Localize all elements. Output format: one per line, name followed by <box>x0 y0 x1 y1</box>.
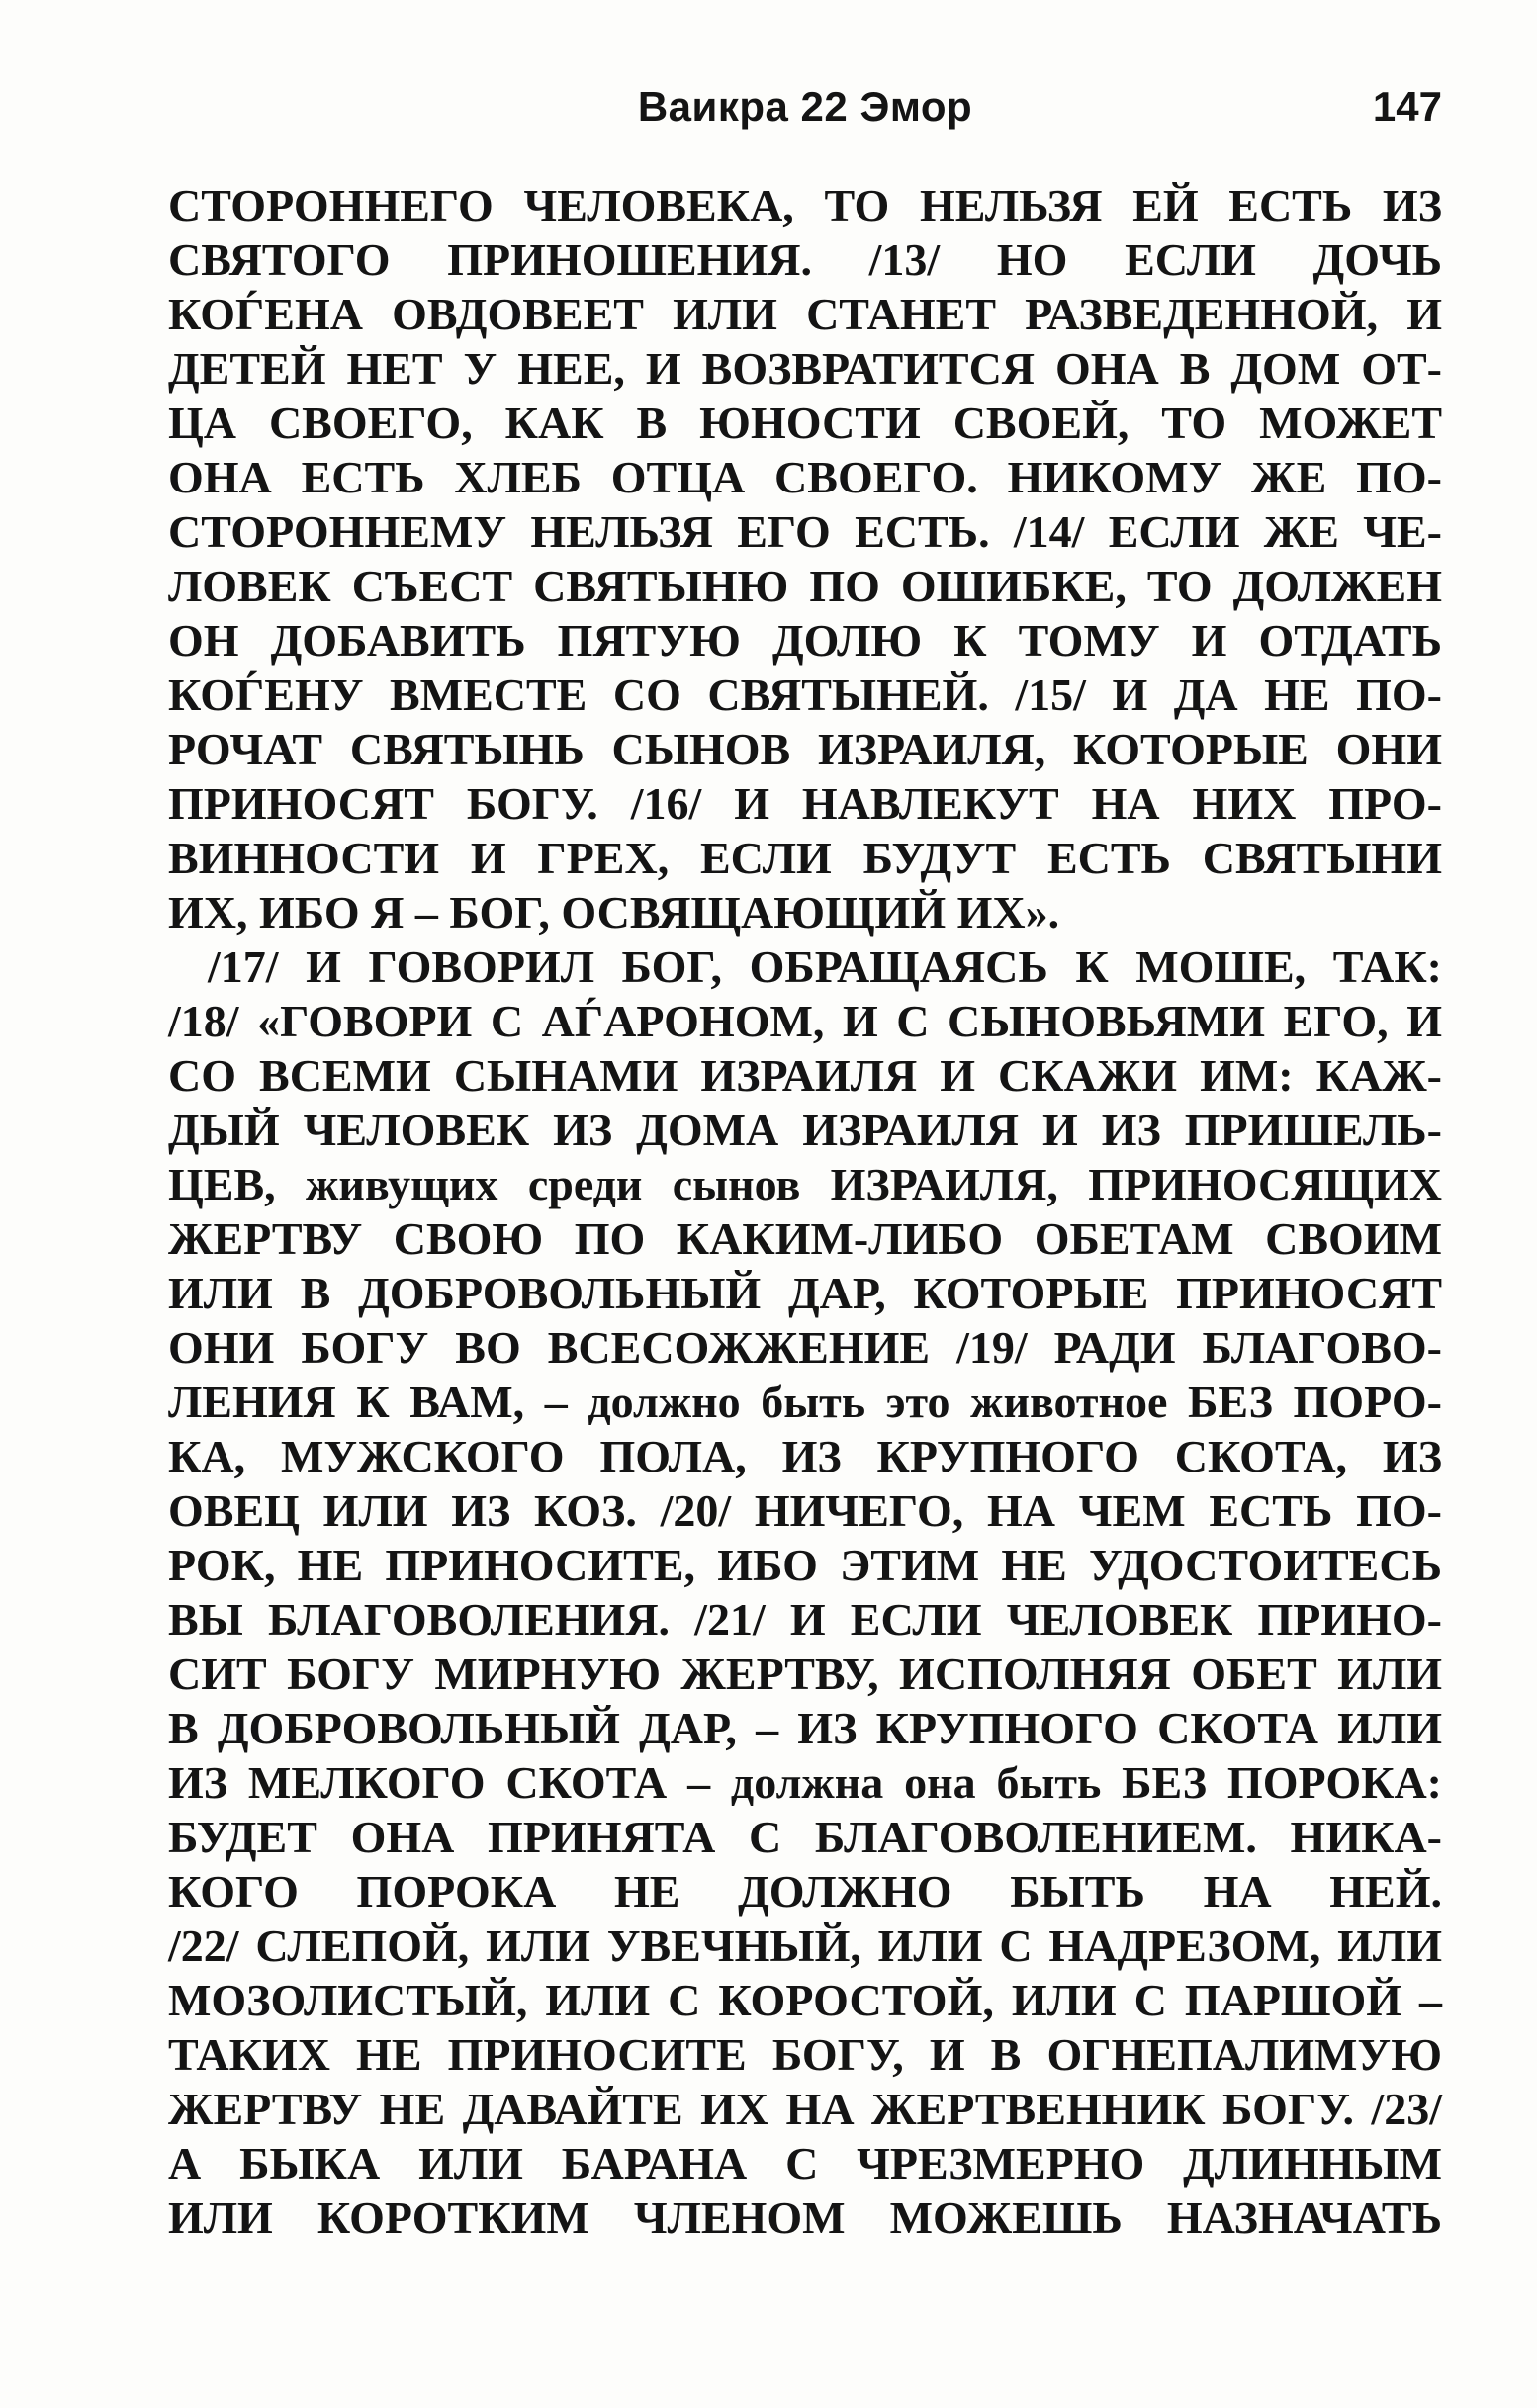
text-line: ИЛИ КОРОТКИМ ЧЛЕНОМ МОЖЕШЬ НАЗНАЧАТЬ <box>168 2192 1442 2243</box>
text-line: /17/ И ГОВОРИЛ БОГ, ОБРАЩАЯСЬ К МОШЕ, ТАК: <box>208 941 1442 992</box>
text-line: ВИННОСТИ И ГРЕХ, ЕСЛИ БУДУТ ЕСТЬ СВЯТЫНИ <box>168 833 1442 883</box>
text-line: ЛЕНИЯ К ВАМ, – должно быть это животное БЕЗ ПОРО- <box>168 1377 1442 1427</box>
text-line: ИХ, ИБО Я – БОГ, ОСВЯЩАЮЩИЙ ИХ». <box>168 887 1060 937</box>
text-line: ПРИНОСЯТ БОГУ. /16/ И НАВЛЕКУТ НА НИХ ПРО- <box>168 778 1442 829</box>
text-line: КОГО ПОРОКА НЕ ДОЛЖНО БЫТЬ НА НЕЙ. <box>168 1866 1442 1917</box>
text-line: /22/ СЛЕПОЙ, ИЛИ УВЕЧНЫЙ, ИЛИ С НАДРЕЗОМ, ИЛИ <box>168 1920 1442 1971</box>
text-line: СТОРОННЕМУ НЕЛЬЗЯ ЕГО ЕСТЬ. /14/ ЕСЛИ ЖЕ ЧЕ- <box>168 506 1442 557</box>
text-line: ЖЕРТВУ НЕ ДАВАЙТЕ ИХ НА ЖЕРТВЕННИК БОГУ. /23/ <box>168 2084 1442 2134</box>
body-text <box>168 178 1442 2245</box>
text-line: ОН ДОБАВИТЬ ПЯТУЮ ДОЛЮ К ТОМУ И ОТДАТЬ <box>168 615 1442 666</box>
text-line: ТАКИХ НЕ ПРИНОСИТЕ БОГУ, И В ОГНЕПАЛИМУЮ <box>168 2029 1442 2080</box>
text-line: ДЫЙ ЧЕЛОВЕК ИЗ ДОМА ИЗРАИЛЯ И ИЗ ПРИШЕЛЬ- <box>168 1105 1442 1155</box>
text-line: ИЛИ В ДОБРОВОЛЬНЫЙ ДАР, КОТОРЫЕ ПРИНОСЯТ <box>168 1268 1442 1318</box>
text-line: ЖЕРТВУ СВОЮ ПО КАКИМ-ЛИБО ОБЕТАМ СВОИМ <box>168 1213 1442 1264</box>
text-line: СВЯТОГО ПРИНОШЕНИЯ. /13/ НО ЕСЛИ ДОЧЬ <box>168 234 1442 285</box>
text-line: ДЕТЕЙ НЕТ У НЕЕ, И ВОЗВРАТИТСЯ ОНА В ДОМ ОТ- <box>168 343 1442 394</box>
text-line: ИЗ МЕЛКОГО СКОТА – должна она быть БЕЗ ПОРОКА: <box>168 1757 1442 1808</box>
text-line: РОК, НЕ ПРИНОСИТЕ, ИБО ЭТИМ НЕ УДОСТОИТЕСЬ <box>168 1540 1442 1590</box>
text-line: ЦА СВОЕГО, КАК В ЮНОСТИ СВОЕЙ, ТО МОЖЕТ <box>168 398 1442 448</box>
text-line: БУДЕТ ОНА ПРИНЯТА С БЛАГОВОЛЕНИЕМ. НИКА- <box>168 1812 1442 1862</box>
text-line: ОНА ЕСТЬ ХЛЕБ ОТЦА СВОЕГО. НИКОМУ ЖЕ ПО- <box>168 452 1442 502</box>
text-line: СО ВСЕМИ СЫНАМИ ИЗРАИЛЯ И СКАЖИ ИМ: КАЖ- <box>168 1050 1442 1101</box>
text-line: В ДОБРОВОЛЬНЫЙ ДАР, – ИЗ КРУПНОГО СКОТА ИЛИ <box>168 1703 1442 1753</box>
text-line: ОВЕЦ ИЛИ ИЗ КОЗ. /20/ НИЧЕГО, НА ЧЕМ ЕСТЬ ПО- <box>168 1485 1442 1536</box>
text-line: СТОРОННЕГО ЧЕЛОВЕКА, ТО НЕЛЬЗЯ ЕЙ ЕСТЬ ИЗ <box>168 180 1442 230</box>
text-line: ОНИ БОГУ ВО ВСЕСОЖЖЕНИЕ /19/ РАДИ БЛАГОВО- <box>168 1322 1442 1373</box>
text-line: КОЃЕНА ОВДОВЕЕТ ИЛИ СТАНЕТ РАЗВЕДЕННОЙ, И <box>168 289 1442 339</box>
page-number: 147 <box>1372 83 1442 130</box>
text-line: А БЫКА ИЛИ БАРАНА С ЧРЕЗМЕРНО ДЛИННЫМ <box>168 2138 1442 2188</box>
text-line: РОЧАТ СВЯТЫНЬ СЫНОВ ИЗРАИЛЯ, КОТОРЫЕ ОНИ <box>168 724 1442 774</box>
text-line: КОЃЕНУ ВМЕСТЕ СО СВЯТЫНЕЙ. /15/ И ДА НЕ ПО- <box>168 669 1442 720</box>
text-line: /18/ «ГОВОРИ С АЃАРОНОМ, И С СЫНОВЬЯМИ ЕГО, И <box>168 996 1442 1046</box>
text-line: КА, МУЖСКОГО ПОЛА, ИЗ КРУПНОГО СКОТА, ИЗ <box>168 1431 1442 1481</box>
page-header <box>168 83 1442 131</box>
text-line: СИТ БОГУ МИРНУЮ ЖЕРТВУ, ИСПОЛНЯЯ ОБЕТ ИЛИ <box>168 1649 1442 1699</box>
chapter-title: Ваикра 22 Эмор <box>637 83 973 130</box>
text-line: МОЗОЛИСТЫЙ, ИЛИ С КОРОСТОЙ, ИЛИ С ПАРШОЙ – <box>168 1975 1442 2025</box>
text-line: ВЫ БЛАГОВОЛЕНИЯ. /21/ И ЕСЛИ ЧЕЛОВЕК ПРИНО- <box>168 1594 1442 1645</box>
text-line: ЦЕВ, живущих среди сынов ИЗРАИЛЯ, ПРИНОСЯЩИХ <box>168 1159 1442 1209</box>
text-line: ЛОВЕК СЪЕСТ СВЯТЫНЮ ПО ОШИБКЕ, ТО ДОЛЖЕН <box>168 561 1442 611</box>
